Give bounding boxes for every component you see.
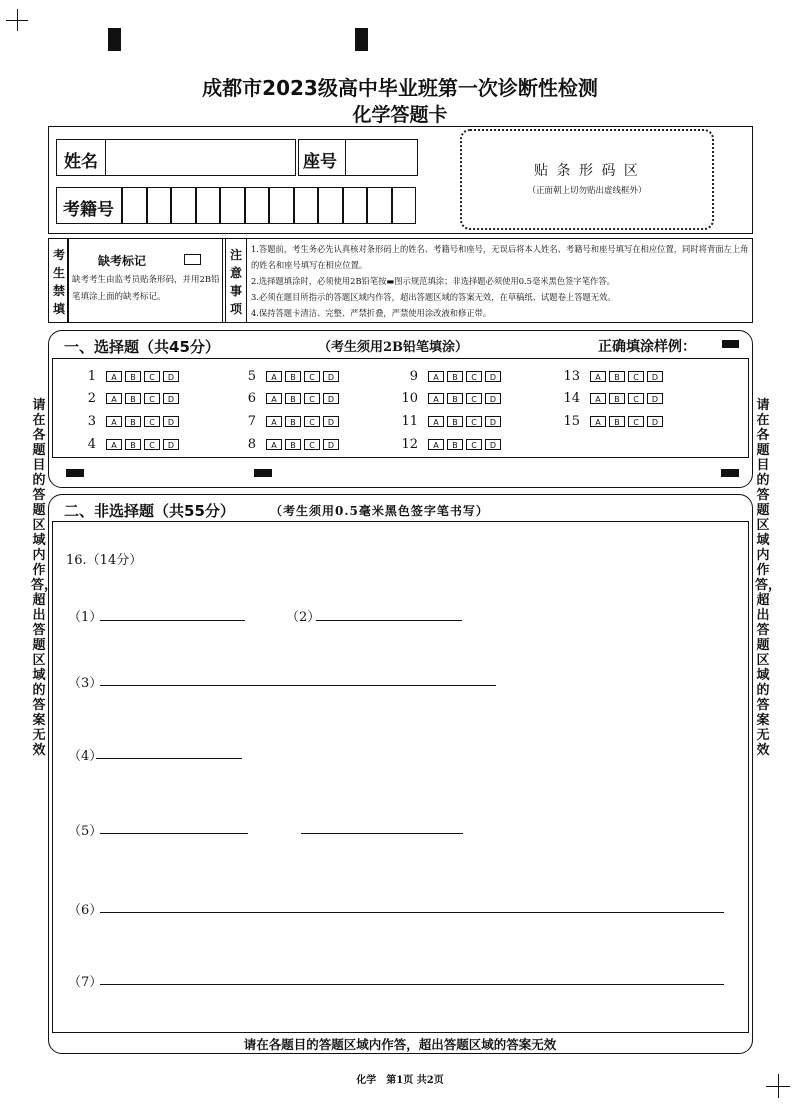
answer-bubble[interactable]: D: [647, 371, 663, 382]
answer-bubble[interactable]: C: [466, 393, 482, 404]
part-4-label: （4）: [68, 749, 103, 764]
forbidden-side-label: 考生禁填: [52, 248, 65, 316]
barcode-note: （正面朝上切勿贴出虚线框外）: [527, 186, 647, 196]
exam-number-digit-cell[interactable]: [343, 187, 368, 224]
bottom-warning: 请在各题目的答题区域内作答，超出答题区域的答案无效: [243, 1037, 557, 1052]
answer-bubble[interactable]: C: [466, 371, 482, 382]
exam-number-digit-cell[interactable]: [220, 187, 245, 224]
question-number: 1: [87, 369, 96, 384]
answer-bubble[interactable]: C: [628, 393, 644, 404]
answer-line[interactable]: [100, 685, 496, 686]
answer-bubble[interactable]: C: [628, 371, 644, 382]
section-choice-instruction: （考生须用2B铅笔填涂）: [318, 340, 469, 355]
answer-bubble[interactable]: D: [323, 393, 339, 404]
part-2-label: （2）: [286, 610, 321, 625]
notes-side-label: 注意事项: [229, 248, 242, 316]
answer-line[interactable]: [301, 833, 463, 834]
answer-line[interactable]: [100, 984, 724, 985]
answer-bubble[interactable]: A: [428, 371, 444, 382]
answer-bubble[interactable]: C: [304, 393, 320, 404]
answer-bubble[interactable]: C: [144, 371, 160, 382]
choice-question: [70, 391, 182, 406]
choice-question: [70, 437, 182, 452]
answer-bubble[interactable]: D: [163, 416, 179, 427]
exam-no-label: 考籍号: [63, 200, 114, 220]
answer-bubble[interactable]: D: [485, 371, 501, 382]
answer-bubble[interactable]: A: [106, 371, 122, 382]
exam-number-digit-cell[interactable]: [392, 187, 417, 224]
part-6-label: （6）: [68, 903, 103, 918]
choice-question: [230, 437, 342, 452]
answer-line[interactable]: [316, 620, 462, 621]
choice-question: [392, 414, 504, 429]
note-item: 2.选择题填涂时，必须使用2B铅笔按▬图示规范填涂；非选择题必须使用0.5毫米黑色签字笔作答。: [251, 276, 615, 286]
answer-bubble[interactable]: A: [428, 393, 444, 404]
question-16-label: 16.（14分）: [66, 553, 143, 568]
answer-bubble[interactable]: A: [266, 439, 282, 450]
answer-bubble[interactable]: D: [485, 439, 501, 450]
timing-mark: [355, 28, 368, 51]
choice-question: [70, 369, 182, 384]
answer-bubble[interactable]: B: [125, 393, 141, 404]
part-3-label: （3）: [68, 676, 103, 691]
exam-number-digit-cell[interactable]: [269, 187, 294, 224]
answer-bubble[interactable]: D: [163, 393, 179, 404]
absent-title: 缺考标记: [98, 254, 147, 268]
answer-bubble[interactable]: C: [304, 439, 320, 450]
answer-bubble[interactable]: C: [144, 393, 160, 404]
exam-number-digit-cell[interactable]: [122, 187, 147, 224]
note-item: 1.答题前，考生务必先认真核对条形码上的姓名、考籍号和座号，无误后将本人姓名、考籍号和座号填写在相应位置，同时将背面左上角的姓名和座号填写在相应位置。: [251, 244, 749, 270]
choice-question: [70, 414, 182, 429]
choice-question: [230, 391, 342, 406]
timing-mark: [66, 469, 84, 477]
question-number: 8: [247, 437, 256, 452]
answer-bubble[interactable]: B: [447, 393, 463, 404]
answer-bubble[interactable]: A: [590, 393, 606, 404]
answer-bubble[interactable]: B: [609, 371, 625, 382]
side-warning-left: 请在各题目的答题区域内作答，超出答题区域的答案无效: [31, 398, 58, 758]
absent-mark-box[interactable]: [184, 254, 201, 265]
answer-bubble[interactable]: D: [647, 393, 663, 404]
exam-number-digit-cell[interactable]: [196, 187, 221, 224]
answer-bubble[interactable]: A: [106, 439, 122, 450]
question-number: 2: [87, 391, 96, 406]
answer-bubble[interactable]: B: [609, 393, 625, 404]
timing-mark: [721, 469, 739, 477]
choice-question: [392, 391, 504, 406]
part-7-label: （7）: [68, 975, 103, 990]
answer-bubble[interactable]: C: [466, 439, 482, 450]
answer-line[interactable]: [100, 912, 724, 913]
answer-bubble[interactable]: C: [466, 416, 482, 427]
page-footer: 化学 第1页 共2页: [356, 1075, 444, 1086]
answer-bubble[interactable]: D: [485, 393, 501, 404]
barcode-title: 贴 条 形 码 区: [534, 163, 640, 179]
part-5-label: （5）: [68, 824, 103, 839]
answer-bubble[interactable]: D: [323, 416, 339, 427]
answer-bubble[interactable]: D: [163, 371, 179, 382]
exam-number-digit-cell[interactable]: [318, 187, 343, 224]
answer-bubble[interactable]: C: [628, 416, 644, 427]
answer-bubble[interactable]: B: [447, 416, 463, 427]
answer-bubble[interactable]: B: [125, 416, 141, 427]
question-number: 13: [563, 369, 580, 384]
question-number: 9: [409, 369, 418, 384]
note-item: 3.必须在题目所指示的答题区域内作答，超出答题区域的答案无效，在草稿纸、试题卷上答题无效。: [251, 292, 616, 302]
choice-question: [554, 369, 666, 384]
answer-bubble[interactable]: B: [609, 416, 625, 427]
answer-bubble[interactable]: A: [266, 393, 282, 404]
question-number: 10: [401, 391, 418, 406]
exam-number-digit-cell[interactable]: [294, 187, 319, 224]
answer-bubble[interactable]: D: [323, 371, 339, 382]
answer-bubble[interactable]: B: [285, 439, 301, 450]
answer-bubble[interactable]: D: [163, 439, 179, 450]
answer-bubble[interactable]: D: [647, 416, 663, 427]
page-subtitle: 化学答题卡: [352, 104, 448, 126]
answer-bubble[interactable]: A: [590, 416, 606, 427]
choice-question: [230, 414, 342, 429]
fill-example-label: 正确填涂样例：: [598, 339, 696, 355]
seat-label: 座号: [303, 152, 337, 172]
page-title: 成都市2023级高中毕业班第一次诊断性检测: [202, 76, 598, 100]
answer-bubble[interactable]: C: [304, 371, 320, 382]
answer-bubble[interactable]: A: [266, 371, 282, 382]
question-number: 12: [401, 437, 418, 452]
answer-line[interactable]: [96, 758, 242, 759]
answer-bubble[interactable]: B: [285, 416, 301, 427]
question-number: 3: [87, 414, 96, 429]
note-item: 4.保持答题卡清洁、完整、严禁折叠，严禁使用涂改液和修正带。: [251, 308, 492, 318]
answer-bubble[interactable]: D: [323, 439, 339, 450]
question-number: 6: [247, 391, 256, 406]
absent-note: 缺考考生由监考员贴条形码，并用2B铅笔填涂上面的缺考标记。: [72, 275, 220, 302]
exam-number-digit-cell[interactable]: [171, 187, 196, 224]
question-number: 4: [87, 437, 96, 452]
choice-question: [392, 437, 504, 452]
answer-bubble[interactable]: A: [428, 416, 444, 427]
section-written-title: 二、非选择题（共55分）: [64, 502, 235, 520]
question-number: 14: [563, 391, 580, 406]
timing-mark: [108, 28, 121, 51]
question-number: 5: [247, 369, 256, 384]
crop-mark: [17, 9, 18, 31]
answer-bubble[interactable]: B: [447, 371, 463, 382]
question-number: 7: [247, 414, 256, 429]
timing-mark: [254, 469, 272, 477]
question-number: 15: [563, 414, 580, 429]
answer-bubble[interactable]: A: [106, 416, 122, 427]
exam-number-digit-cell[interactable]: [245, 187, 270, 224]
answer-bubble[interactable]: B: [447, 439, 463, 450]
written-answer-area[interactable]: [52, 521, 749, 1033]
answer-bubble[interactable]: B: [285, 371, 301, 382]
answer-bubble[interactable]: C: [144, 439, 160, 450]
exam-number-digit-cell[interactable]: [367, 187, 392, 224]
notes-list: [251, 241, 751, 321]
fill-example-mark: [722, 340, 739, 348]
answer-bubble[interactable]: B: [285, 393, 301, 404]
choice-question: [392, 369, 504, 384]
section-written-instruction: （考生须用0.5毫米黑色签字笔书写）: [270, 504, 489, 518]
answer-bubble[interactable]: B: [125, 371, 141, 382]
answer-bubble[interactable]: D: [485, 416, 501, 427]
answer-bubble[interactable]: C: [144, 416, 160, 427]
answer-bubble[interactable]: A: [106, 393, 122, 404]
exam-number-digit-cell[interactable]: [147, 187, 172, 224]
answer-line[interactable]: [100, 833, 248, 834]
choice-question: [554, 391, 666, 406]
choice-question: [230, 369, 342, 384]
answer-bubble[interactable]: A: [428, 439, 444, 450]
answer-bubble[interactable]: A: [266, 416, 282, 427]
answer-bubble[interactable]: C: [304, 416, 320, 427]
side-warning-right: 请在各题目的答题区域内作答，超出答题区域的答案无效: [755, 398, 782, 758]
choice-question: [554, 414, 666, 429]
answer-bubble[interactable]: B: [125, 439, 141, 450]
answer-bubble[interactable]: A: [590, 371, 606, 382]
answer-line[interactable]: [100, 620, 245, 621]
name-label: 姓名: [64, 152, 98, 172]
question-number: 11: [401, 414, 418, 429]
section-choice-title: 一、选择题（共45分）: [64, 338, 220, 356]
part-1-label: （1）: [68, 610, 103, 625]
